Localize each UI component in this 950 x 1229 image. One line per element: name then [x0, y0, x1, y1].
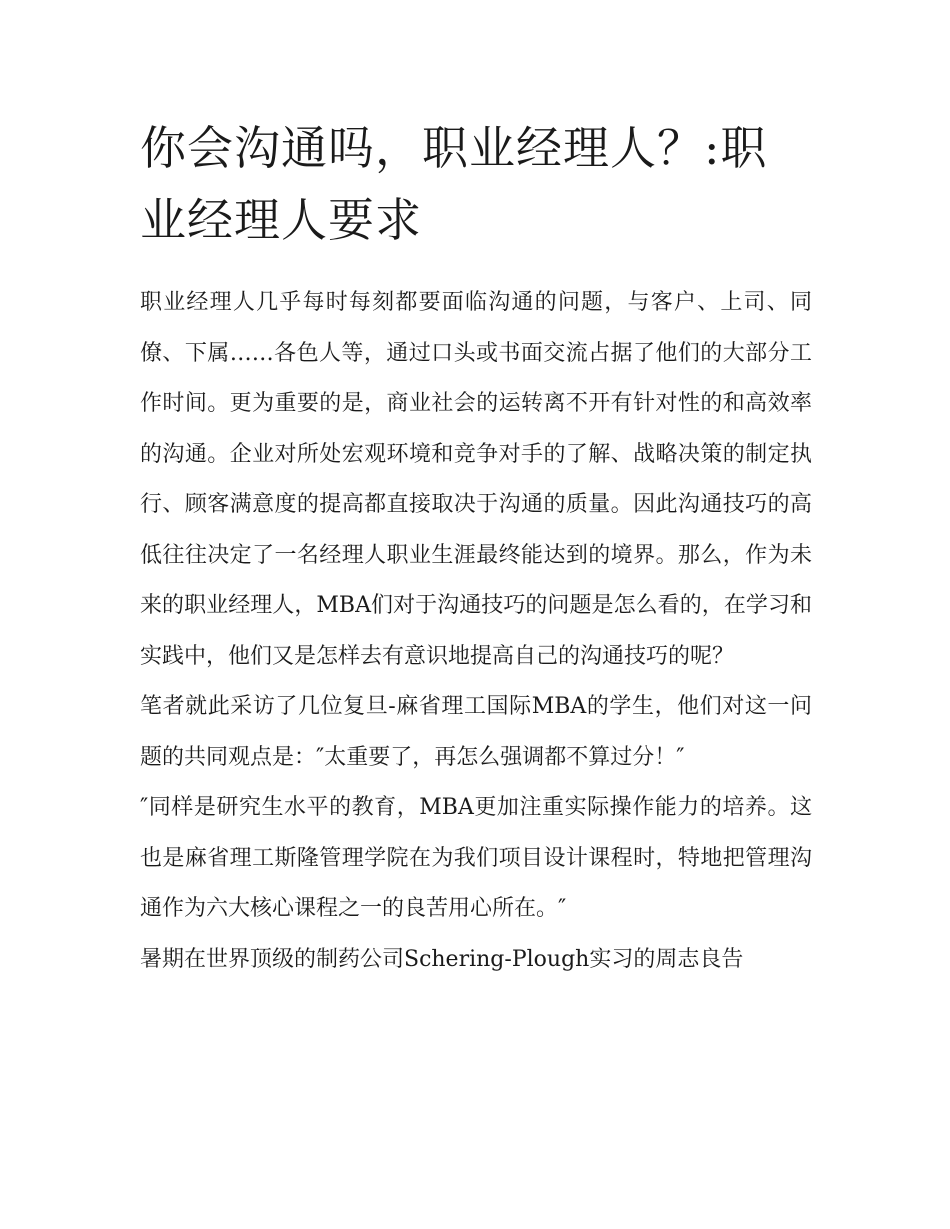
paragraph-interview: 笔者就此采访了几位复旦-麻省理工国际MBA的学生，他们对这一问题的共同观点是：″太重要了，再怎么强调都不算过分！″	[140, 694, 812, 770]
document-body	[140, 278, 812, 985]
document-page	[140, 112, 812, 985]
document-title: 你会沟通吗，职业经理人？:职业经理人要求	[140, 121, 768, 247]
paragraph-intro: 职业经理人几乎每时每刻都要面临沟通的问题，与客户、上司、同僚、下属……各色人等，通过口头或书面交流占据了他们的大部分工作时间。更为重要的是，商业社会的运转离不开有针对性的和高效率的沟通。企业对所处宏观环境和竞争对手的了解、战略决策的制定执行、顾客满意度的提高都直接取决于沟通的质量。因此沟通技巧的高低往往决定了一名经理人职业生涯最终能达到的境界。那么，作为未来的职业经理人，MBA们对于沟通技巧的问题是怎么看的，在学习和实践中，他们又是怎样去有意识地提高自己的沟通技巧的呢？	[140, 290, 812, 669]
paragraph-internship: 暑期在世界顶级的制药公司Schering-Plough实习的周志良告	[140, 946, 744, 972]
paragraph-quote: ″同样是研究生水平的教育，MBA更加注重实际操作能力的培养。这也是麻省理工斯隆管理学院在为我们项目设计课程时，特地把管理沟通作为六大核心课程之一的良苦用心所在。″	[140, 795, 812, 921]
